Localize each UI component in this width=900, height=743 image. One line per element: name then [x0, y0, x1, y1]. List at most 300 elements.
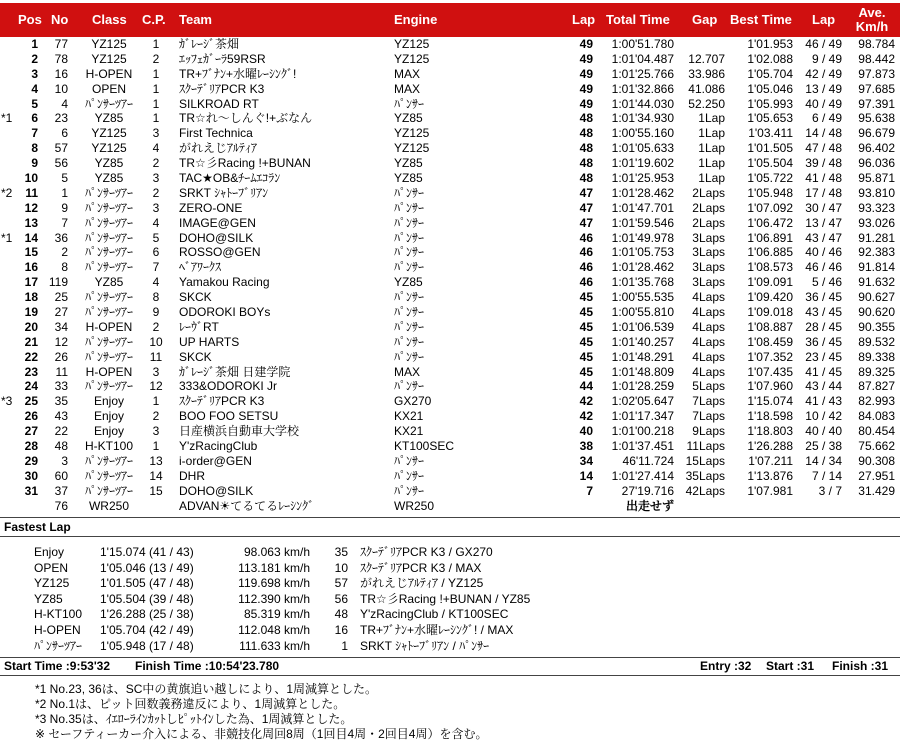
table-row [0, 379, 900, 394]
cell-laps: 14 [579, 468, 593, 483]
cell-total-time: 1:01'06.539 [611, 319, 674, 334]
fastest-lap-table [0, 545, 900, 654]
cell-pos: 3 [31, 66, 38, 81]
fl-time: 1'05.046 (13 / 49) [100, 560, 194, 575]
notes [35, 682, 487, 742]
cell-penalty-mark: *3 [1, 394, 13, 409]
cell-laps: 49 [579, 51, 593, 66]
cell-class: YZ85 [94, 156, 124, 171]
cell-class: H-KT100 [84, 439, 134, 454]
cell-laps: 40 [579, 424, 593, 439]
cell-class: ﾊﾟﾝｻｰﾂｱｰ [84, 200, 133, 215]
cell-car-no: 43 [54, 409, 68, 424]
table-row [0, 305, 900, 320]
cell-gap: 5Laps [692, 379, 725, 394]
cell-best-lap: 40 / 40 [805, 424, 842, 439]
cell-class-pos: 15 [149, 483, 163, 498]
cell-class: YZ125 [91, 141, 127, 156]
cell-team: ADVAN☀てるてるﾚｰｼﾝｸﾞ [179, 498, 315, 513]
cell-total-time: 1:02'05.647 [611, 394, 674, 409]
cell-class: YZ125 [91, 51, 127, 66]
cell-best-lap: 36 / 45 [805, 290, 842, 305]
cell-class-pos: 2 [152, 156, 160, 171]
results-table-header [0, 3, 900, 37]
cell-engine: YZ125 [394, 141, 430, 156]
note-line: *2 No.1は、ピット回数義務違反により、1周減算とした。 [35, 697, 346, 711]
cell-class-pos: 12 [149, 379, 163, 394]
cell-ave-speed: 89.338 [858, 349, 895, 364]
col-ave-line1: Ave. [858, 5, 886, 20]
start-time: Start Time :9:53'32 [4, 659, 111, 673]
table-row [0, 394, 900, 409]
table-row [0, 335, 900, 350]
cell-total-time: 1:01'00.218 [611, 424, 674, 439]
cell-class: ﾊﾟﾝｻｰﾂｱｰ [84, 453, 133, 468]
cell-best-lap: 28 / 45 [805, 319, 842, 334]
cell-gap: 3Laps [692, 230, 725, 245]
cell-gap: 1Lap [698, 126, 725, 141]
cell-ave-speed: 90.627 [858, 290, 895, 305]
results-table [0, 3, 900, 514]
cell-best-lap: 5 / 46 [811, 275, 842, 290]
cell-laps: 46 [579, 260, 593, 275]
results-rows [0, 37, 900, 514]
cell-team: SRKT ｼｬﾄｰﾌﾞﾘｱﾝ [179, 185, 269, 200]
cell-team: ｴｯﾌｪｶﾞｰﾗ59RSR [179, 51, 266, 66]
cell-car-no: 78 [54, 51, 68, 66]
fl-team-engine: がれえじｱﾙﾃｨｱ / YZ125 [360, 576, 484, 591]
cell-class: YZ85 [94, 171, 124, 186]
fl-team-engine: ｽｸｰﾃﾞﾘｱPCR K3 / GX270 [360, 545, 493, 559]
col-gap: Gap [692, 12, 718, 27]
cell-best-time: 1'08.459 [747, 334, 793, 349]
cell-ave-speed: 93.810 [858, 185, 895, 200]
table-row [0, 499, 900, 514]
cell-best-lap: 23 / 45 [805, 349, 842, 364]
col-class: Class [92, 12, 127, 27]
fl-car-no: 10 [334, 560, 348, 575]
cell-pos: 11 [25, 185, 38, 200]
fl-car-no: 56 [334, 591, 348, 606]
cell-team: ｽｸｰﾃﾞﾘｱPCR K3 [179, 81, 265, 96]
col-best-time: Best Time [730, 12, 792, 27]
cell-best-lap: 40 / 46 [805, 245, 842, 260]
cell-best-time: 1'09.091 [747, 275, 793, 290]
cell-best-time: 1'07.211 [748, 453, 793, 468]
col-no: No [51, 12, 69, 27]
cell-laps: 7 [586, 483, 593, 498]
fl-speed: 112.390 km/h [238, 591, 310, 606]
cell-team: SILKROAD RT [179, 96, 259, 111]
cell-best-time: 1'09.018 [747, 305, 793, 320]
cell-gap: 12.707 [688, 51, 725, 66]
cell-best-lap: 7 / 14 [811, 468, 842, 483]
cell-class-pos: 1 [152, 394, 160, 409]
cell-engine: KT100SEC [394, 439, 455, 454]
cell-laps: 45 [579, 305, 593, 320]
fl-team-engine: TR☆彡Racing !+BUNAN / YZ85 [360, 591, 531, 606]
cell-engine: ﾊﾟﾝｻｰ [394, 215, 425, 230]
cell-engine: ﾊﾟﾝｻｰ [394, 290, 425, 305]
cell-class: YZ125 [91, 126, 127, 141]
cell-ave-speed: 93.026 [858, 215, 895, 230]
cell-team: TAC★OB&ﾁｰﾑｴｺﾗﾝ [179, 171, 281, 186]
cell-ave-speed: 75.662 [858, 439, 895, 454]
table-row [0, 350, 900, 365]
cell-engine: ﾊﾟﾝｻｰ [394, 230, 425, 245]
cell-car-no: 35 [54, 394, 68, 409]
fl-class: ﾊﾟﾝｻｰﾂｱｰ [34, 638, 83, 653]
cell-laps: 48 [579, 126, 593, 141]
table-row [0, 67, 900, 82]
cell-class-pos: 1 [152, 81, 160, 96]
cell-penalty-mark: *1 [1, 230, 13, 245]
cell-engine: YZ85 [394, 275, 423, 290]
cell-best-time: 1'05.993 [747, 96, 793, 111]
cell-laps: 48 [579, 111, 593, 126]
table-row [0, 141, 900, 156]
cell-class-pos: 3 [152, 126, 160, 141]
cell-car-no: 6 [61, 126, 68, 141]
cell-best-time: 1'02.088 [747, 51, 793, 66]
cell-ave-speed: 93.323 [858, 200, 895, 215]
cell-total-time: 1:00'51.780 [611, 37, 674, 51]
cell-ave-speed: 91.632 [858, 275, 895, 290]
cell-gap: 1Lap [698, 156, 725, 171]
cell-car-no: 56 [54, 156, 68, 171]
fl-class: H-OPEN [34, 622, 81, 637]
cell-class: ﾊﾟﾝｻｰﾂｱｰ [84, 215, 133, 230]
cell-ave-speed: 80.454 [858, 424, 895, 439]
cell-class-pos: 3 [152, 424, 160, 439]
cell-class-pos: 1 [152, 66, 160, 81]
table-row [0, 201, 900, 216]
cell-best-time: 1'09.420 [747, 290, 793, 305]
cell-best-lap: 47 / 48 [805, 141, 842, 156]
table-row [0, 454, 900, 469]
cell-class: Enjoy [93, 409, 125, 424]
cell-class-pos: 1 [152, 96, 160, 111]
cell-total-time: 1:01'25.766 [611, 66, 674, 81]
cell-engine: YZ85 [394, 111, 423, 126]
cell-best-time: 1'05.653 [747, 111, 793, 126]
table-row [0, 409, 900, 424]
cell-engine: ﾊﾟﾝｻｰ [394, 349, 425, 364]
cell-car-no: 9 [61, 200, 68, 215]
table-row [0, 52, 900, 67]
cell-class-pos: 3 [152, 171, 160, 186]
cell-best-time: 1'07.352 [747, 349, 793, 364]
finish-count: Finish :31 [832, 659, 889, 673]
fl-car-no: 35 [334, 545, 348, 559]
finish-time: Finish Time :10:54'23.780 [135, 659, 280, 673]
table-row [0, 290, 900, 305]
cell-laps: 42 [579, 409, 593, 424]
table-row [0, 216, 900, 231]
cell-ave-speed: 89.532 [858, 334, 895, 349]
cell-gap: 9Laps [692, 424, 725, 439]
cell-ave-speed: 96.679 [858, 126, 895, 141]
cell-best-time: 1'07.435 [747, 364, 793, 379]
cell-total-time: 1:01'35.768 [611, 275, 674, 290]
cell-class: ﾊﾟﾝｻｰﾂｱｰ [84, 245, 133, 260]
cell-total-time: 27'19.716 [621, 483, 674, 498]
cell-best-time: 1'07.960 [747, 379, 793, 394]
cell-team: IMAGE@GEN [179, 215, 256, 230]
fl-time: 1'26.288 (25 / 38) [100, 607, 194, 622]
cell-class-pos: 4 [152, 215, 160, 230]
cell-engine: MAX [394, 66, 421, 81]
cell-laps: 49 [579, 66, 593, 81]
cell-ave-speed: 97.391 [858, 96, 895, 111]
col-cp: C.P. [142, 12, 166, 27]
cell-class-pos: 6 [152, 245, 160, 260]
cell-best-lap: 10 / 42 [805, 409, 842, 424]
cell-total-time: 1:01'05.753 [611, 245, 674, 260]
cell-team: ｽｸｰﾃﾞﾘｱPCR K3 [179, 394, 265, 409]
cell-ave-speed: 91.281 [858, 230, 895, 245]
cell-gap: 52.250 [688, 96, 725, 111]
cell-ave-speed: 87.827 [858, 379, 895, 394]
cell-laps: 48 [579, 141, 593, 156]
cell-pos: 31 [24, 483, 38, 498]
cell-car-no: 11 [55, 364, 68, 379]
cell-total-time: 1:01'19.602 [611, 156, 674, 171]
cell-laps: 34 [579, 453, 593, 468]
cell-engine: GX270 [394, 394, 432, 409]
cell-ave-speed: 95.871 [858, 171, 895, 186]
cell-pos: 15 [24, 245, 38, 260]
cell-total-time: 1:01'32.866 [611, 81, 674, 96]
cell-gap: 7Laps [692, 394, 725, 409]
cell-best-time: 1'13.876 [747, 468, 793, 483]
cell-pos: 30 [24, 468, 38, 483]
cell-ave-speed: 82.993 [858, 394, 895, 409]
cell-team: 333&ODOROKI Jr [179, 379, 278, 394]
cell-engine: ﾊﾟﾝｻｰ [394, 483, 425, 498]
cell-total-time: 1:00'55.160 [611, 126, 674, 141]
col-lap: Lap [572, 12, 596, 27]
table-row [0, 156, 900, 171]
cell-pos: 14 [24, 230, 38, 245]
cell-car-no: 36 [54, 230, 68, 245]
fl-class: YZ85 [34, 591, 63, 606]
cell-engine: ﾊﾟﾝｻｰ [394, 468, 425, 483]
cell-team: Yamakou Racing [179, 275, 270, 290]
cell-total-time: 1:01'34.930 [611, 111, 674, 126]
cell-best-time: 1'26.288 [747, 439, 793, 454]
cell-class-pos: 4 [152, 141, 160, 156]
cell-pos: 29 [24, 453, 38, 468]
col-engine: Engine [394, 12, 438, 27]
cell-class-pos: 2 [152, 185, 160, 200]
fl-team-engine: TR+ﾌﾞﾅﾝ+水曜ﾚｰｼﾝｸﾞ! / MAX [360, 622, 514, 637]
cell-laps: 48 [579, 156, 593, 171]
cell-class: ﾊﾟﾝｻｰﾂｱｰ [84, 230, 133, 245]
fastest-lap-row [0, 576, 900, 592]
cell-total-time: 1:00'55.810 [611, 305, 674, 320]
cell-class-pos: 14 [149, 468, 163, 483]
cell-engine: ﾊﾟﾝｻｰ [394, 185, 425, 200]
cell-class: YZ85 [94, 275, 124, 290]
fl-time: 1'05.504 (39 / 48) [100, 591, 194, 606]
cell-total-time: 1:00'55.535 [611, 290, 674, 305]
fl-team-engine: Y'zRacingClub / KT100SEC [360, 607, 509, 622]
fl-team-engine: SRKT ｼｬﾄｰﾌﾞﾘｱﾝ / ﾊﾟﾝｻｰ [360, 638, 490, 653]
cell-laps: 47 [579, 215, 593, 230]
cell-best-lap: 14 / 34 [805, 453, 842, 468]
table-row [0, 97, 900, 112]
table-row [0, 469, 900, 484]
cell-best-lap: 13 / 47 [805, 215, 842, 230]
cell-team: Y'zRacingClub [179, 439, 258, 454]
cell-laps: 44 [579, 379, 593, 394]
cell-class: ﾊﾟﾝｻｰﾂｱｰ [84, 305, 133, 320]
cell-class: ﾊﾟﾝｻｰﾂｱｰ [84, 483, 133, 498]
table-row [0, 126, 900, 141]
fastest-lap-row [0, 561, 900, 577]
cell-total-time: 1:01'47.701 [611, 200, 674, 215]
cell-team: DOHO@SILK [179, 230, 254, 245]
cell-best-time: 1'06.891 [747, 230, 793, 245]
cell-class-pos: 13 [149, 453, 163, 468]
cell-best-lap: 30 / 47 [805, 200, 842, 215]
cell-best-time: 1'08.887 [747, 319, 793, 334]
cell-best-lap: 14 / 48 [805, 126, 842, 141]
cell-ave-speed: 98.442 [858, 51, 895, 66]
cell-class: ﾊﾟﾝｻｰﾂｱｰ [84, 96, 133, 111]
cell-engine: YZ125 [394, 51, 430, 66]
cell-gap: 1Lap [698, 111, 725, 126]
cell-best-lap: 17 / 48 [805, 185, 842, 200]
cell-car-no: 48 [54, 439, 68, 454]
cell-class: WR250 [88, 498, 129, 513]
cell-class-pos: 5 [152, 230, 160, 245]
cell-class-pos: 7 [152, 260, 160, 275]
cell-class-pos: 1 [152, 111, 160, 126]
cell-ave-speed: 84.083 [858, 409, 895, 424]
cell-best-lap: 43 / 44 [805, 379, 842, 394]
cell-pos: 2 [31, 51, 38, 66]
cell-gap: 1Lap [698, 171, 725, 186]
cell-class-pos: 1 [152, 37, 160, 51]
cell-total-time: 1:01'28.259 [611, 379, 674, 394]
cell-best-time: 1'05.722 [747, 171, 793, 186]
cell-total-time: 1:01'25.953 [611, 171, 674, 186]
cell-car-no: 60 [54, 468, 68, 483]
fl-time: 1'05.704 (42 / 49) [100, 622, 194, 637]
cell-total-time: 1:01'28.462 [611, 260, 674, 275]
cell-best-lap: 6 / 49 [811, 111, 842, 126]
cell-car-no: 10 [54, 81, 68, 96]
cell-engine: ﾊﾟﾝｻｰ [394, 245, 425, 260]
cell-best-time: 1'03.411 [748, 126, 793, 141]
cell-car-no: 4 [61, 96, 68, 111]
cell-ave-speed: 31.429 [858, 483, 895, 498]
cell-team: BOO FOO SETSU [179, 409, 279, 424]
cell-car-no: 1 [61, 185, 68, 200]
cell-pos: 18 [24, 290, 38, 305]
cell-car-no: 27 [54, 305, 68, 320]
cell-car-no: 37 [54, 483, 68, 498]
cell-best-time: 1'05.704 [747, 66, 793, 81]
cell-best-lap: 42 / 49 [805, 66, 842, 81]
cell-engine: ﾊﾟﾝｻｰ [394, 334, 425, 349]
table-row [0, 424, 900, 439]
cell-engine: ﾊﾟﾝｻｰ [394, 379, 425, 394]
cell-car-no: 26 [54, 349, 68, 364]
cell-car-no: 5 [61, 171, 68, 186]
cell-class: ﾊﾟﾝｻｰﾂｱｰ [84, 349, 133, 364]
fl-class: YZ125 [34, 576, 70, 591]
cell-car-no: 57 [54, 141, 68, 156]
cell-class: Enjoy [93, 394, 125, 409]
cell-pos: 28 [24, 439, 38, 454]
cell-best-lap: 41 / 43 [805, 394, 842, 409]
cell-pos: 24 [24, 379, 38, 394]
cell-car-no: 23 [54, 111, 68, 126]
fl-team-engine: ｽｸｰﾃﾞﾘｱPCR K3 / MAX [360, 560, 482, 575]
cell-gap: 11Laps [686, 439, 725, 454]
cell-best-lap: 36 / 45 [805, 334, 842, 349]
table-row [0, 231, 900, 246]
cell-team: TR+ﾌﾞﾅﾝ+水曜ﾚｰｼﾝｸﾞ! [179, 66, 297, 81]
cell-car-no: 77 [54, 37, 68, 51]
cell-laps: 45 [579, 364, 593, 379]
table-row [0, 245, 900, 260]
cell-pos: 8 [31, 141, 38, 156]
cell-pos: 20 [24, 319, 38, 334]
cell-pos: 25 [24, 394, 38, 409]
cell-total-time: 1:01'49.978 [611, 230, 674, 245]
race-summary [0, 657, 900, 676]
cell-pos: 26 [24, 409, 38, 424]
cell-ave-speed: 89.325 [858, 364, 895, 379]
cell-engine: ﾊﾟﾝｻｰ [394, 260, 425, 275]
cell-engine: ﾊﾟﾝｻｰ [394, 305, 425, 320]
cell-car-no: 12 [54, 334, 68, 349]
cell-team: SKCK [179, 349, 212, 364]
cell-pos: 19 [24, 305, 38, 320]
cell-best-lap: 39 / 48 [805, 156, 842, 171]
fl-speed: 111.633 km/h [239, 638, 310, 653]
cell-team: SKCK [179, 290, 212, 305]
cell-laps: 42 [579, 394, 593, 409]
fl-car-no: 57 [334, 576, 348, 591]
cell-laps: 46 [579, 245, 593, 260]
fl-car-no: 1 [341, 638, 348, 653]
cell-class-pos: 2 [152, 51, 160, 66]
cell-class-pos: 10 [149, 334, 163, 349]
cell-class: YZ125 [91, 37, 127, 51]
cell-car-no: 2 [61, 245, 68, 260]
fastest-lap-row [0, 639, 900, 655]
col-team: Team [179, 12, 212, 27]
start-count: Start :31 [766, 659, 815, 673]
cell-ave-speed: 92.383 [858, 245, 895, 260]
cell-best-lap: 41 / 45 [805, 364, 842, 379]
cell-team: TR☆れ～しんぐ!+ぶなん [179, 111, 313, 126]
cell-best-time: 1'08.573 [747, 260, 793, 275]
cell-gap: 35Laps [685, 468, 725, 483]
cell-best-time: 1'18.803 [747, 424, 793, 439]
cell-team: ﾍﾞｱﾜｰｸｽ [179, 260, 222, 275]
cell-engine: YZ85 [394, 156, 423, 171]
cell-class-pos: 9 [152, 305, 160, 320]
cell-car-no: 76 [54, 498, 68, 513]
cell-gap: 42Laps [685, 483, 725, 498]
fl-speed: 85.319 km/h [243, 607, 310, 622]
